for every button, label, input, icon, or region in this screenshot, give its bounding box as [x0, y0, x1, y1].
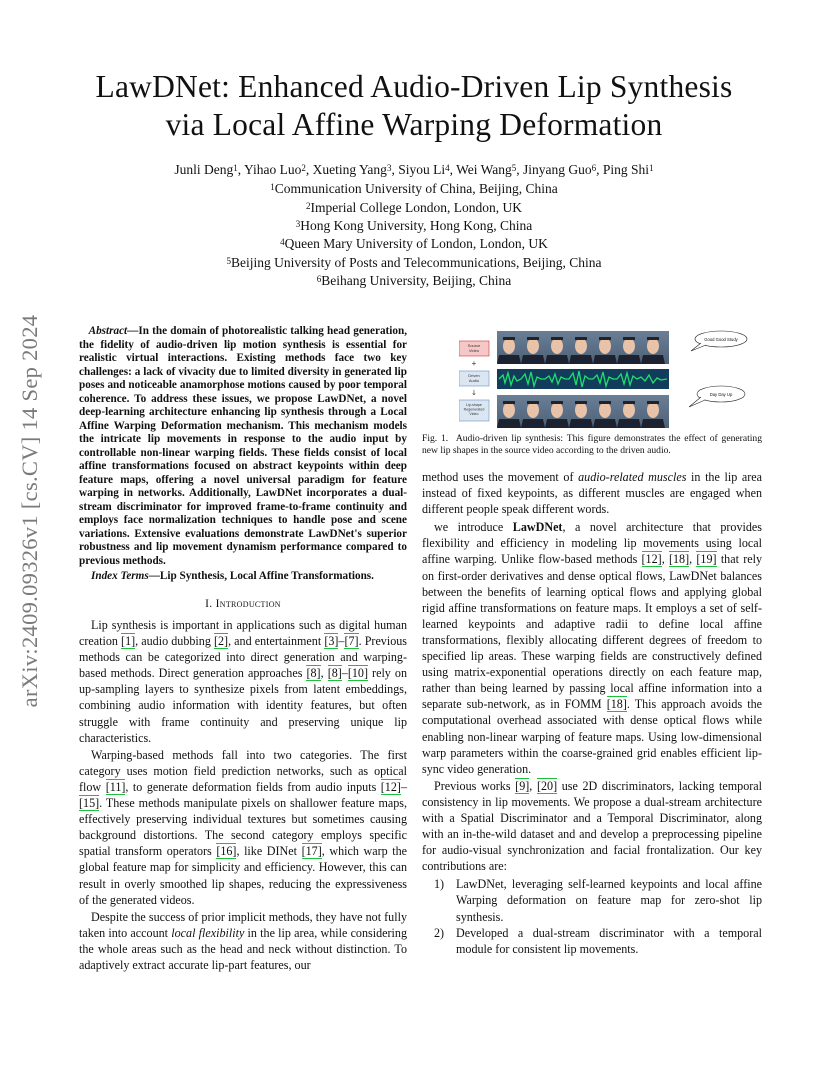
- citation-link[interactable]: [17]: [301, 844, 322, 859]
- contributions-list: [422, 876, 762, 956]
- svg-text:+: +: [471, 359, 477, 368]
- citation-link[interactable]: [2]: [213, 634, 229, 649]
- abstract-label: Abstract: [88, 325, 128, 337]
- section-heading: I. Introduction: [205, 598, 281, 610]
- author: Xueting Yang$^3$: [312, 162, 392, 177]
- citation-link[interactable]: [18]: [606, 697, 627, 712]
- caption-label: Fig. 1.: [422, 433, 449, 444]
- citation-link[interactable]: [18]: [668, 552, 690, 567]
- right-column-body: [422, 469, 762, 957]
- paper-title: [0, 68, 828, 144]
- citation-link[interactable]: [7]: [344, 634, 359, 649]
- citation-link[interactable]: [8]: [306, 666, 321, 681]
- svg-text:Good Good Study: Good Good Study: [704, 337, 738, 342]
- abstract-text: —In the domain of photorealistic talking head generation, the fidelity of audio-driven lip motion synthesis is essential for realistic virtual interactions. Existing methods face two key challenges: a lack of vivacity due to limited diversity in generated lip poses and noticeable anamorphose motions caused by poor temporal coherence. To address these issues, we propose LawDNet, a novel deep-learning architecture enhancing lip synthesis through a Local Affine Warping Deformation mechanism. This mechanism models the intricate lip movements in response to the audio input by controllable non-linear warping fields. These fields consist of local affine transformations focused on abstract keypoints within deep feature maps, offering a novel universal paradigm for feature warping in networks. Additionally, LawDNet incorporates a dual-stream discriminator for improved frame-to-frame continuity and employs face normalization techniques to handle pose and scene variations. Extensive evaluations demonstrate LawDNet's superior robustness and lip movement dynamism performance compared to previous methods.: [79, 325, 407, 567]
- author-list: Junli Deng$^1$, Yihao Luo$^2$, Xueting Yang$^3$, Siyou Li$^4$, Wei Wang$^5$, Jinyang Guo$^6$, Ping Shi$^1$: [174, 162, 654, 177]
- speech-bubble-2: [689, 386, 745, 407]
- paragraph: Despite the success of prior implicit methods, they have not fully taken into account local flexibility in the lip area, while considering the whole areas such as the head and neck without distinction. To adaptively extract accurate lip-part features, our: [79, 909, 407, 972]
- affiliation: $^6$Beihang University, Beijing, China: [316, 273, 512, 288]
- author: Siyou Li$^4$: [398, 162, 450, 177]
- caption-text: Audio-driven lip synthesis: This figure demonstrates the effect of generating new lip shapes in the source video according to the driven audio.: [422, 433, 763, 457]
- abstract: [79, 325, 407, 568]
- title-line-2: via Local Affine Warping Deformation: [165, 107, 663, 142]
- affiliation: $^1$Communication University of China, Beijing, China: [270, 181, 558, 196]
- paragraph: Lip synthesis is important in applications such as digital human creation [1], audio dubbing [2], and entertainment [3]–[7]. Previous methods can be categorized into direct generation and warping-based methods. Direct generation approaches [8], [8]–[10] rely on up-sampling layers to synthesize pixels from latent embeddings, combining audio information with identity features, but often struggle with frame continuity and preserving unique lip characteristics.: [79, 618, 408, 745]
- list-item: 1) LawDNet, leveraging self-learned keypoints and local affine Warping deformation on feature map for zero-shot lip synthesis.: [434, 877, 762, 924]
- svg-text:↓: ↓: [471, 389, 477, 397]
- affiliation: $^4$Queen Mary University of London, London, UK: [280, 236, 548, 251]
- title-line-1: LawDNet: Enhanced Audio-Driven Lip Synthesis: [95, 69, 733, 104]
- paragraph: Warping-based methods fall into two categories. The first category uses motion field prediction networks, such as optical flow [11], to generate deformation fields from audio inputs [12]–[15]. These methods manipulate pixels on shallower feature maps, effectively preserving individual textures but sometimes causing background distortions. The second category employs specific spatial transform operators [16], like DINet [17], which warp the global feature map for simplicity and efficiency. However, this can result in overly smoothed lip shapes, reducing the expressiveness of the generated videos.: [79, 747, 407, 907]
- audio-waveform: [497, 369, 669, 389]
- source-frames: [497, 331, 669, 364]
- citation-link[interactable]: [19]: [696, 552, 717, 567]
- citation-link[interactable]: [12]: [380, 779, 401, 794]
- author: Ping Shi$^1$: [602, 162, 654, 177]
- citation-link[interactable]: [20]: [536, 778, 558, 793]
- affiliation: $^3$Hong Kong University, Hong Kong, China: [295, 218, 533, 233]
- citation-link[interactable]: [15]: [79, 796, 100, 811]
- left-column-body: [79, 617, 407, 973]
- affiliation: $^2$Imperial College London, London, UK: [306, 200, 522, 215]
- index-terms: [79, 570, 407, 584]
- figure-1: [459, 329, 765, 429]
- paragraph: we introduce LawDNet, a novel architecture that provides flexibility and efficiency in modeling lip movements using local affine warping. Unlike flow-based methods [12], [18], [19] that rely on first-order derivatives and dense optical flows, LawDNet balances between the benefits of learning optical flows and applying global rigid affine transformations on feature maps. It employs a set of self-learned keypoints and adaptive radii to define local affine transformations, flexibly allocating different degrees of freedom to specified lip areas. These warping fields are constructively defined using matrix-exponential operations directly on each feature map, rather than being learned by passing local affine information into a separate sub-network, as in FOMM [18]. This approach avoids the computational overhead associated with dense optical flows while enabling non-linear warping of feature maps. Using low-dimensional warp parameters within the coarse-grained grid enables efficient lip-sync video generation.: [422, 520, 763, 776]
- author: Junli Deng$^1$: [174, 162, 238, 177]
- index-terms-text: —Lip Synthesis, Local Affine Transformations.: [148, 570, 374, 582]
- author: Wei Wang$^5$: [456, 162, 517, 177]
- affiliation: $^5$Beijing University of Posts and Telecommunications, Beijing, China: [226, 255, 602, 270]
- index-terms-label: Index Terms: [91, 570, 149, 582]
- citation-link[interactable]: [8]: [327, 666, 342, 681]
- citation-link[interactable]: [3]: [324, 634, 339, 649]
- svg-text:Lip-shapeRegeneratedVideo: Lip-shape Regenerated Video: [463, 403, 485, 416]
- svg-text:Day Day Up: Day Day Up: [709, 392, 733, 397]
- figure-1-image: [459, 329, 765, 429]
- citation-link[interactable]: [10]: [347, 666, 368, 681]
- figure-caption: [422, 433, 762, 458]
- citation-link[interactable]: [16]: [216, 844, 237, 859]
- citation-link[interactable]: [11]: [105, 779, 126, 794]
- list-item: 2) Developed a dual-stream discriminator with a temporal module for consistent lip movements.: [434, 925, 762, 956]
- svg-text:SourceVideo: Source Video: [467, 343, 481, 353]
- citation-link[interactable]: [9]: [515, 778, 530, 793]
- citation-link[interactable]: [12]: [641, 552, 662, 567]
- paragraph: Previous works [9], [20] use 2D discriminators, lacking temporal consistency in lip movements. We propose a dual-stream architecture with a Spatial Discriminator and a Temporal Discriminator, along with an in-the-wild dataset and and develop a preprocessing pipeline for audio-visual synchronization and facial frontalization. Our key contributions are:: [422, 778, 762, 874]
- citation-link[interactable]: [1]: [121, 634, 136, 649]
- arxiv-stamp: arXiv:2409.09326v1 [cs.CV] 14 Sep 2024: [17, 314, 42, 708]
- svg-text:DrivenAudio: Driven Audio: [468, 373, 480, 383]
- paragraph: method uses the movement of audio-related muscles in the lip area instead of fixed keypoints, as different muscles are engaged when different people speak different words.: [422, 470, 762, 517]
- author: Jinyang Guo$^6$: [523, 162, 597, 177]
- author: Yihao Luo$^2$: [244, 162, 306, 177]
- speech-bubble-1: [691, 331, 747, 351]
- regenerated-frames: [497, 395, 669, 428]
